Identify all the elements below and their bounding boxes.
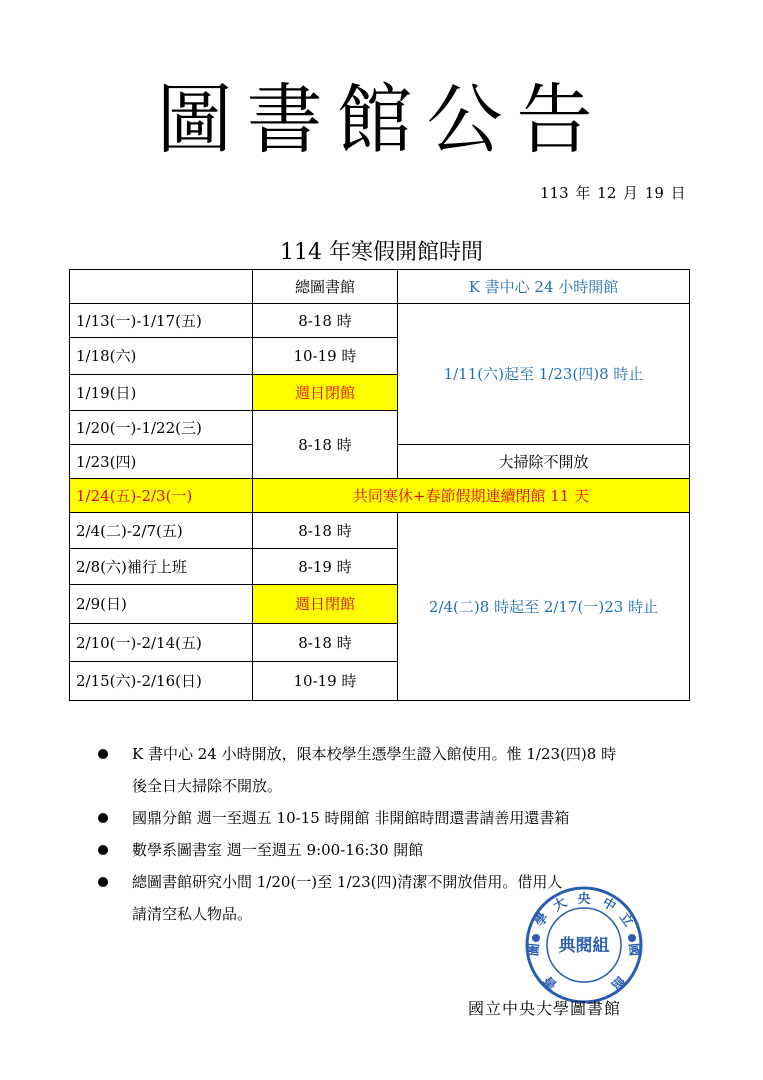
- bullet-icon: [98, 845, 108, 855]
- note-line: 數學系圖書室 週一至週五 9:00-16:30 開館: [132, 841, 424, 859]
- svg-text:立: 立: [615, 910, 636, 930]
- row-main-hours-closed: 週日閉館: [253, 585, 398, 624]
- svg-text:書: 書: [540, 972, 561, 993]
- note-item: [98, 738, 718, 802]
- svg-text:央: 央: [577, 892, 591, 907]
- note-item: [98, 834, 718, 866]
- signature: 國立中央大學圖書館: [468, 999, 622, 1018]
- table-header-row: [70, 270, 690, 304]
- row-date: 1/13(一)-1/17(五): [70, 304, 253, 338]
- schedule-title: 114 年寒假開館時間: [280, 240, 483, 265]
- svg-text:典閱組: 典閱組: [558, 936, 610, 956]
- closure-notice: 共同寒休+春節假期連續閉館 11 天: [253, 479, 690, 513]
- row-main-hours: 10-19 時: [253, 338, 398, 375]
- row-date: 2/4(二)-2/7(五): [70, 513, 253, 549]
- row-main-hours: 8-18 時: [253, 513, 398, 549]
- table-row: [70, 304, 690, 338]
- row-main-hours: 8-18 時: [253, 624, 398, 662]
- svg-text:學: 學: [532, 910, 553, 930]
- header-date-cell: [70, 270, 253, 304]
- page-title: 圖書館公告: [156, 75, 607, 164]
- row-main-hours: 8-18 時: [253, 304, 398, 338]
- announcement-date: 113 年 12 月 19 日: [540, 184, 686, 202]
- row-main-hours: 10-19 時: [253, 662, 398, 701]
- row-date: 1/20(一)-1/22(三): [70, 411, 253, 445]
- header-main-library: 總圖書館: [253, 270, 398, 304]
- row-main-hours: 8-19 時: [253, 549, 398, 585]
- note-line: 後全日大掃除不開放。: [132, 777, 283, 795]
- row-date: 1/23(四): [70, 445, 253, 479]
- row-date: 2/9(日): [70, 585, 253, 624]
- row-date: 1/18(六): [70, 338, 253, 375]
- bullet-icon: [98, 813, 108, 823]
- row-date: 2/8(六)補行上班: [70, 549, 253, 585]
- note-line: 總圖書館研究小間 1/20(一)至 1/23(四)清潔不開放借用。借用人: [132, 873, 563, 891]
- svg-text:國: 國: [625, 942, 642, 957]
- table-row: [70, 513, 690, 549]
- row-date: 1/19(日): [70, 375, 253, 411]
- note-line: 國鼎分館 週一至週五 10-15 時開館 非開館時間還書請善用還書箱: [132, 809, 570, 827]
- row-date: 2/10(一)-2/14(五): [70, 624, 253, 662]
- schedule-table: [69, 269, 690, 701]
- row-main-hours: 8-18 時: [253, 411, 398, 479]
- study-center-period-2: 2/4(二)8 時起至 2/17(一)23 時止: [398, 513, 690, 701]
- note-line: 請清空私人物品。: [132, 905, 253, 923]
- bullet-icon: [98, 749, 108, 759]
- row-main-hours-closed: 週日閉館: [253, 375, 398, 411]
- svg-text:圖: 圖: [526, 942, 543, 957]
- table-row-closure: [70, 479, 690, 513]
- svg-text:中: 中: [599, 895, 619, 915]
- study-center-period-1: 1/11(六)起至 1/23(四)8 時止: [398, 304, 690, 445]
- row-date: 2/15(六)-2/16(日): [70, 662, 253, 701]
- bullet-icon: [98, 877, 108, 887]
- study-center-cleaning: 大掃除不開放: [398, 445, 690, 479]
- library-seal-stamp: [523, 884, 645, 1006]
- note-line: K 書中心 24 小時開放，限本校學生憑學生證入館使用。惟 1/23(四)8 時: [132, 745, 617, 763]
- svg-text:大: 大: [550, 895, 570, 915]
- svg-text:館: 館: [607, 972, 628, 993]
- header-study-center: K 書中心 24 小時開館: [398, 270, 690, 304]
- note-item: [98, 802, 718, 834]
- row-date: 1/24(五)-2/3(一): [70, 479, 253, 513]
